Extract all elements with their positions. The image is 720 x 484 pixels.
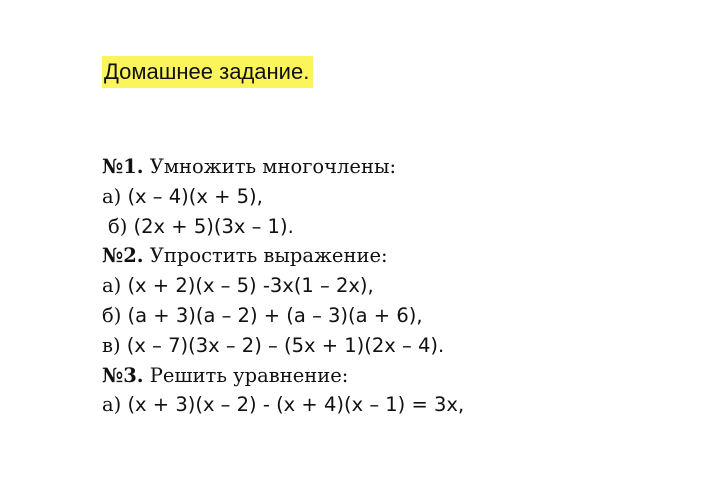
item-label: в) (102, 333, 127, 357)
task-3-heading (102, 361, 702, 391)
task-number: №2. (102, 244, 144, 268)
task-1-heading (102, 152, 702, 182)
item-label: б) (108, 214, 134, 238)
task-2-item-c (102, 331, 702, 361)
homework-content (102, 152, 702, 420)
item-expression: (x + 3)(x – 2) - (x + 4)(x – 1) = 3x, (127, 393, 465, 417)
task-heading-text: Решить уравнение: (143, 363, 349, 387)
item-expression: (x + 2)(x – 5) -3x(1 – 2x), (127, 274, 374, 298)
item-label: а) (102, 393, 128, 417)
task-heading-text: Умножить многочлены: (143, 155, 397, 178)
item-label: б) (102, 303, 128, 327)
task-number: №3. (102, 363, 144, 387)
item-label: а) (102, 274, 128, 298)
task-3-item-a (102, 390, 702, 420)
task-number: №1. (102, 155, 144, 178)
item-label: а) (102, 184, 128, 208)
task-2-item-b (102, 301, 702, 331)
task-heading-text: Упростить выражение: (143, 244, 388, 268)
task-2-item-a (102, 271, 702, 301)
task-1-item-b (102, 212, 702, 242)
item-expression: (a + 3)(a – 2) + (a – 3)(a + 6), (127, 303, 423, 327)
homework-title: Домашнее задание. (102, 56, 313, 88)
item-expression: (x – 4)(x + 5), (127, 184, 263, 208)
item-expression: (x – 7)(3x – 2) – (5x + 1)(2x – 4). (126, 333, 445, 357)
item-expression: (2x + 5)(3x – 1). (133, 214, 294, 238)
task-1-item-a (102, 182, 702, 212)
task-2-heading (102, 241, 702, 271)
